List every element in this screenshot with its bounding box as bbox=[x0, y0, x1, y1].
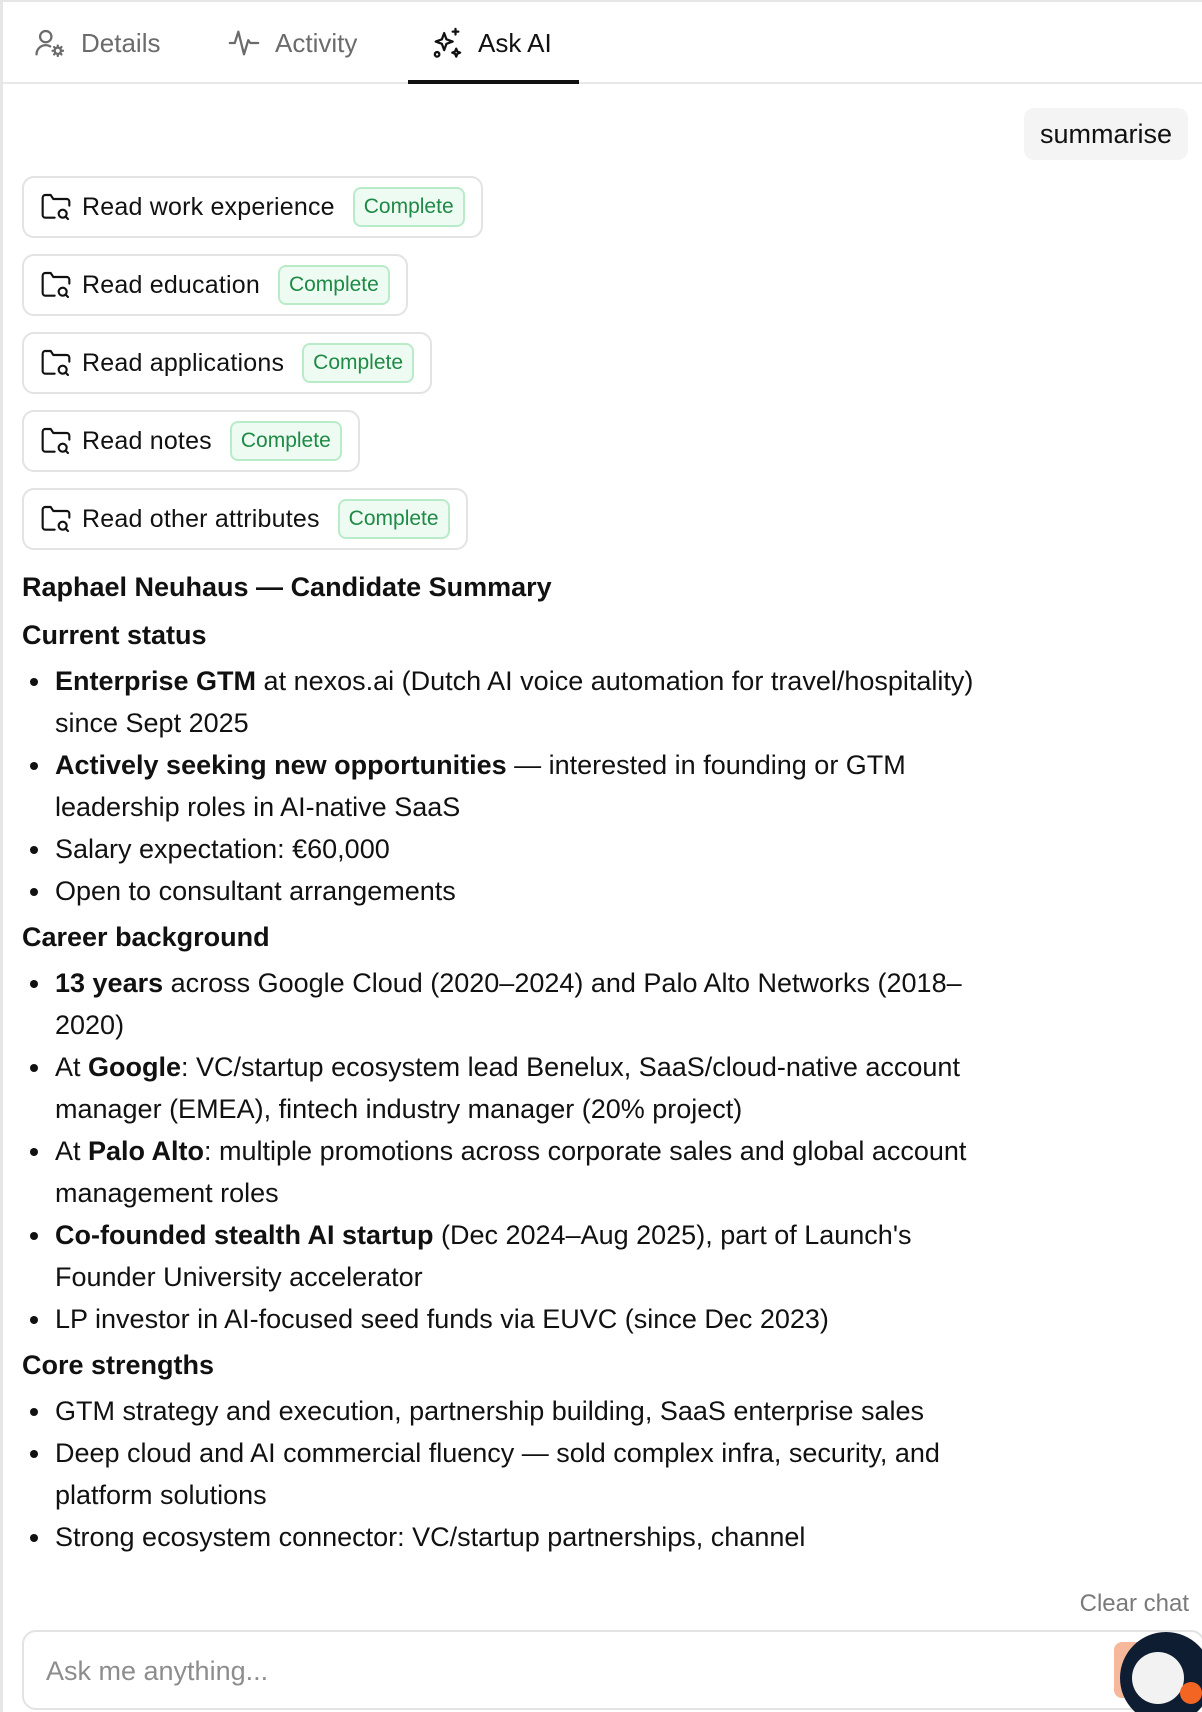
bold-text: Actively seeking new opportunities bbox=[55, 750, 507, 780]
status-badge: Complete bbox=[278, 265, 390, 305]
item-text: Strong ecosystem connector: VC/startup partnerships, channel bbox=[55, 1522, 806, 1552]
bold-text: Palo Alto bbox=[88, 1136, 205, 1166]
list-item bbox=[22, 870, 982, 912]
item-text: : VC/startup ecosystem lead Benelux, SaaS/cloud-native account manager (EMEA), fintech industry manager (20% project) bbox=[55, 1052, 960, 1124]
list-item bbox=[22, 1516, 982, 1558]
section-heading: Current status bbox=[22, 620, 207, 650]
status-badge: Complete bbox=[338, 499, 450, 539]
notification-dot bbox=[1180, 1682, 1202, 1704]
folder-search-icon bbox=[40, 503, 72, 535]
bold-text: 13 years bbox=[55, 968, 164, 998]
status-badge: Complete bbox=[353, 187, 465, 227]
tool-call-label: Read other attributes bbox=[82, 504, 320, 533]
tool-call-label: Read education bbox=[82, 270, 260, 299]
folder-search-icon bbox=[40, 191, 72, 223]
tab-details[interactable] bbox=[33, 2, 160, 84]
user-gear-icon bbox=[33, 26, 67, 60]
bold-text: Co-founded stealth AI startup bbox=[55, 1220, 434, 1250]
tool-call-label: Read notes bbox=[82, 426, 212, 455]
summary-title: Raphael Neuhaus — Candidate Summary bbox=[22, 572, 552, 602]
item-text: Deep cloud and AI commercial fluency — sold complex infra, security, and platform solutions bbox=[55, 1438, 940, 1510]
item-text: Salary expectation: €60,000 bbox=[55, 834, 390, 864]
clear-chat-button[interactable]: Clear chat bbox=[1079, 1590, 1189, 1617]
chat-input-box[interactable] bbox=[22, 1630, 1202, 1710]
tool-call-label: Read applications bbox=[82, 348, 285, 377]
list-item bbox=[22, 660, 982, 744]
item-text: across Google Cloud (2020–2024) and Palo Alto Networks (2018–2020) bbox=[55, 968, 962, 1040]
folder-search-icon bbox=[40, 269, 72, 301]
item-text: : multiple promotions across corporate sales and global account management roles bbox=[55, 1136, 967, 1208]
status-badge: Complete bbox=[302, 343, 414, 383]
bullet-list bbox=[22, 962, 1022, 1340]
item-text: GTM strategy and execution, partnership building, SaaS enterprise sales bbox=[55, 1396, 924, 1426]
tool-call-chip[interactable] bbox=[22, 254, 408, 316]
chat-input[interactable] bbox=[46, 1650, 1046, 1692]
tab-details-label: Details bbox=[81, 27, 161, 58]
bold-text: Google bbox=[88, 1052, 182, 1082]
tab-bar bbox=[3, 2, 1202, 84]
item-text: at nexos.ai (Dutch AI voice automation for travel/hospitality) since Sept 2025 bbox=[55, 666, 974, 738]
section-heading: Career background bbox=[22, 922, 270, 952]
item-text: LP investor in AI-focused seed funds via EUVC (since Dec 2023) bbox=[55, 1304, 829, 1334]
item-text: — interested in founding or GTM leadership roles in AI-native SaaS bbox=[55, 750, 906, 822]
bold-text: Enterprise GTM bbox=[55, 666, 257, 696]
list-item bbox=[22, 744, 982, 828]
launcher-icon bbox=[1132, 1652, 1184, 1704]
sparkles-icon bbox=[430, 26, 464, 60]
list-item bbox=[22, 1130, 982, 1214]
status-badge: Complete bbox=[230, 421, 342, 461]
tab-activity-label: Activity bbox=[275, 27, 358, 58]
folder-search-icon bbox=[40, 425, 72, 457]
tool-call-chip[interactable] bbox=[22, 488, 468, 550]
list-item bbox=[22, 1390, 982, 1432]
list-item bbox=[22, 1046, 982, 1130]
bullet-list bbox=[22, 1390, 1022, 1558]
item-prefix: At bbox=[55, 1052, 89, 1082]
tab-activity[interactable] bbox=[227, 2, 357, 84]
tab-ask-ai-label: Ask AI bbox=[478, 27, 552, 58]
item-text: (Dec 2024–Aug 2025), part of Launch's Founder University accelerator bbox=[55, 1220, 912, 1292]
list-item bbox=[22, 828, 982, 870]
tab-ask-ai[interactable] bbox=[430, 2, 552, 84]
bullet-list bbox=[22, 660, 1022, 912]
list-item bbox=[22, 962, 982, 1046]
tool-call-chip[interactable] bbox=[22, 332, 432, 394]
user-message: summarise bbox=[1024, 108, 1188, 160]
list-item bbox=[22, 1214, 982, 1298]
list-item bbox=[22, 1298, 982, 1340]
folder-search-icon bbox=[40, 347, 72, 379]
section-heading: Core strengths bbox=[22, 1350, 215, 1380]
tool-call-chip[interactable] bbox=[22, 410, 360, 472]
active-tab-indicator bbox=[408, 80, 579, 84]
assistant-summary bbox=[22, 564, 1022, 1558]
item-prefix: At bbox=[55, 1136, 89, 1166]
activity-icon bbox=[227, 26, 261, 60]
item-text: Open to consultant arrangements bbox=[55, 876, 456, 906]
tool-call-chip[interactable] bbox=[22, 176, 483, 238]
list-item bbox=[22, 1432, 982, 1516]
tool-call-label: Read work experience bbox=[82, 192, 335, 221]
